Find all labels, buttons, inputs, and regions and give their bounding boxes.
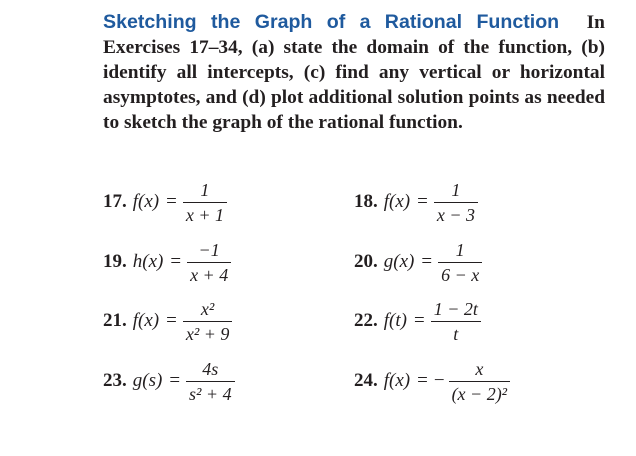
fraction — [449, 358, 511, 405]
exercise-17 — [103, 174, 227, 230]
exercise-number: 17. — [103, 191, 127, 212]
exercise-number: 21. — [103, 310, 127, 331]
exercise-number: 24. — [354, 370, 378, 391]
fraction-bar — [187, 262, 231, 263]
numerator: 4s — [202, 358, 219, 379]
equals-sign: = — [417, 191, 428, 212]
instructions-text: In Exercises 17–34, (a) state the domain of the function, (b) identify all intercepts, (c) find any vertical or horizontal asymptotes, and (d) plot additional solution points as needed to sketch the graph of the rational function. — [103, 12, 605, 133]
function-name: f(x) — [132, 310, 160, 331]
denominator: t — [453, 323, 459, 344]
denominator: x − 3 — [436, 204, 475, 225]
exercise-24 — [354, 353, 510, 409]
equals-sign: = — [421, 251, 433, 272]
fraction-bar — [434, 202, 478, 203]
exercise-number: 20. — [354, 251, 378, 272]
numerator: 1 − 2t — [433, 298, 478, 319]
fraction-bar — [183, 202, 227, 203]
fraction-bar — [431, 321, 481, 322]
equals-sign: = — [170, 251, 182, 272]
exercise-number: 19. — [103, 251, 127, 272]
numerator: −1 — [198, 239, 220, 260]
fraction — [183, 179, 227, 226]
fraction-bar — [186, 381, 235, 382]
equals-sign: = — [417, 370, 428, 391]
function-name: h(x) — [132, 251, 164, 272]
function-name: f(x) — [383, 191, 411, 212]
exercise-number: 23. — [103, 370, 127, 391]
equals-sign: = — [166, 191, 177, 212]
denominator: s² + 4 — [189, 383, 232, 404]
denominator: x + 1 — [185, 204, 224, 225]
fraction — [434, 179, 478, 226]
fraction-bar — [438, 262, 482, 263]
exercise-23 — [103, 353, 235, 409]
fraction-bar — [449, 381, 511, 382]
exercise-18 — [354, 174, 478, 230]
denominator: x² + 9 — [185, 323, 230, 344]
equals-sign: = — [169, 370, 181, 391]
fraction — [187, 239, 231, 286]
function-name: f(x) — [132, 191, 160, 212]
numerator: 1 — [200, 179, 210, 200]
section-heading: Sketching the Graph of a Rational Function — [103, 11, 560, 33]
negative-sign: − — [433, 370, 445, 391]
fraction-bar — [183, 321, 233, 322]
exercise-22 — [354, 293, 481, 349]
exercise-number: 22. — [354, 310, 378, 331]
function-name: g(x) — [383, 251, 415, 272]
numerator: 1 — [451, 179, 461, 200]
exercise-number: 18. — [354, 191, 378, 212]
fraction — [431, 298, 481, 345]
equals-sign: = — [166, 310, 177, 331]
function-name: f(t) — [383, 310, 407, 331]
denominator: x + 4 — [190, 264, 229, 285]
fraction — [183, 298, 233, 345]
numerator: x² — [200, 298, 215, 319]
function-name: g(s) — [132, 370, 163, 391]
exercise-21 — [103, 293, 232, 349]
fraction — [186, 358, 235, 405]
function-name: f(x) — [383, 370, 411, 391]
denominator: (x − 2)² — [451, 383, 508, 404]
numerator: x — [475, 358, 484, 379]
numerator: 1 — [455, 239, 465, 260]
exercise-instructions — [103, 10, 605, 135]
exercise-20 — [354, 234, 482, 290]
exercise-19 — [103, 234, 231, 290]
equals-sign: = — [413, 310, 425, 331]
denominator: 6 − x — [441, 264, 480, 285]
fraction — [438, 239, 482, 286]
